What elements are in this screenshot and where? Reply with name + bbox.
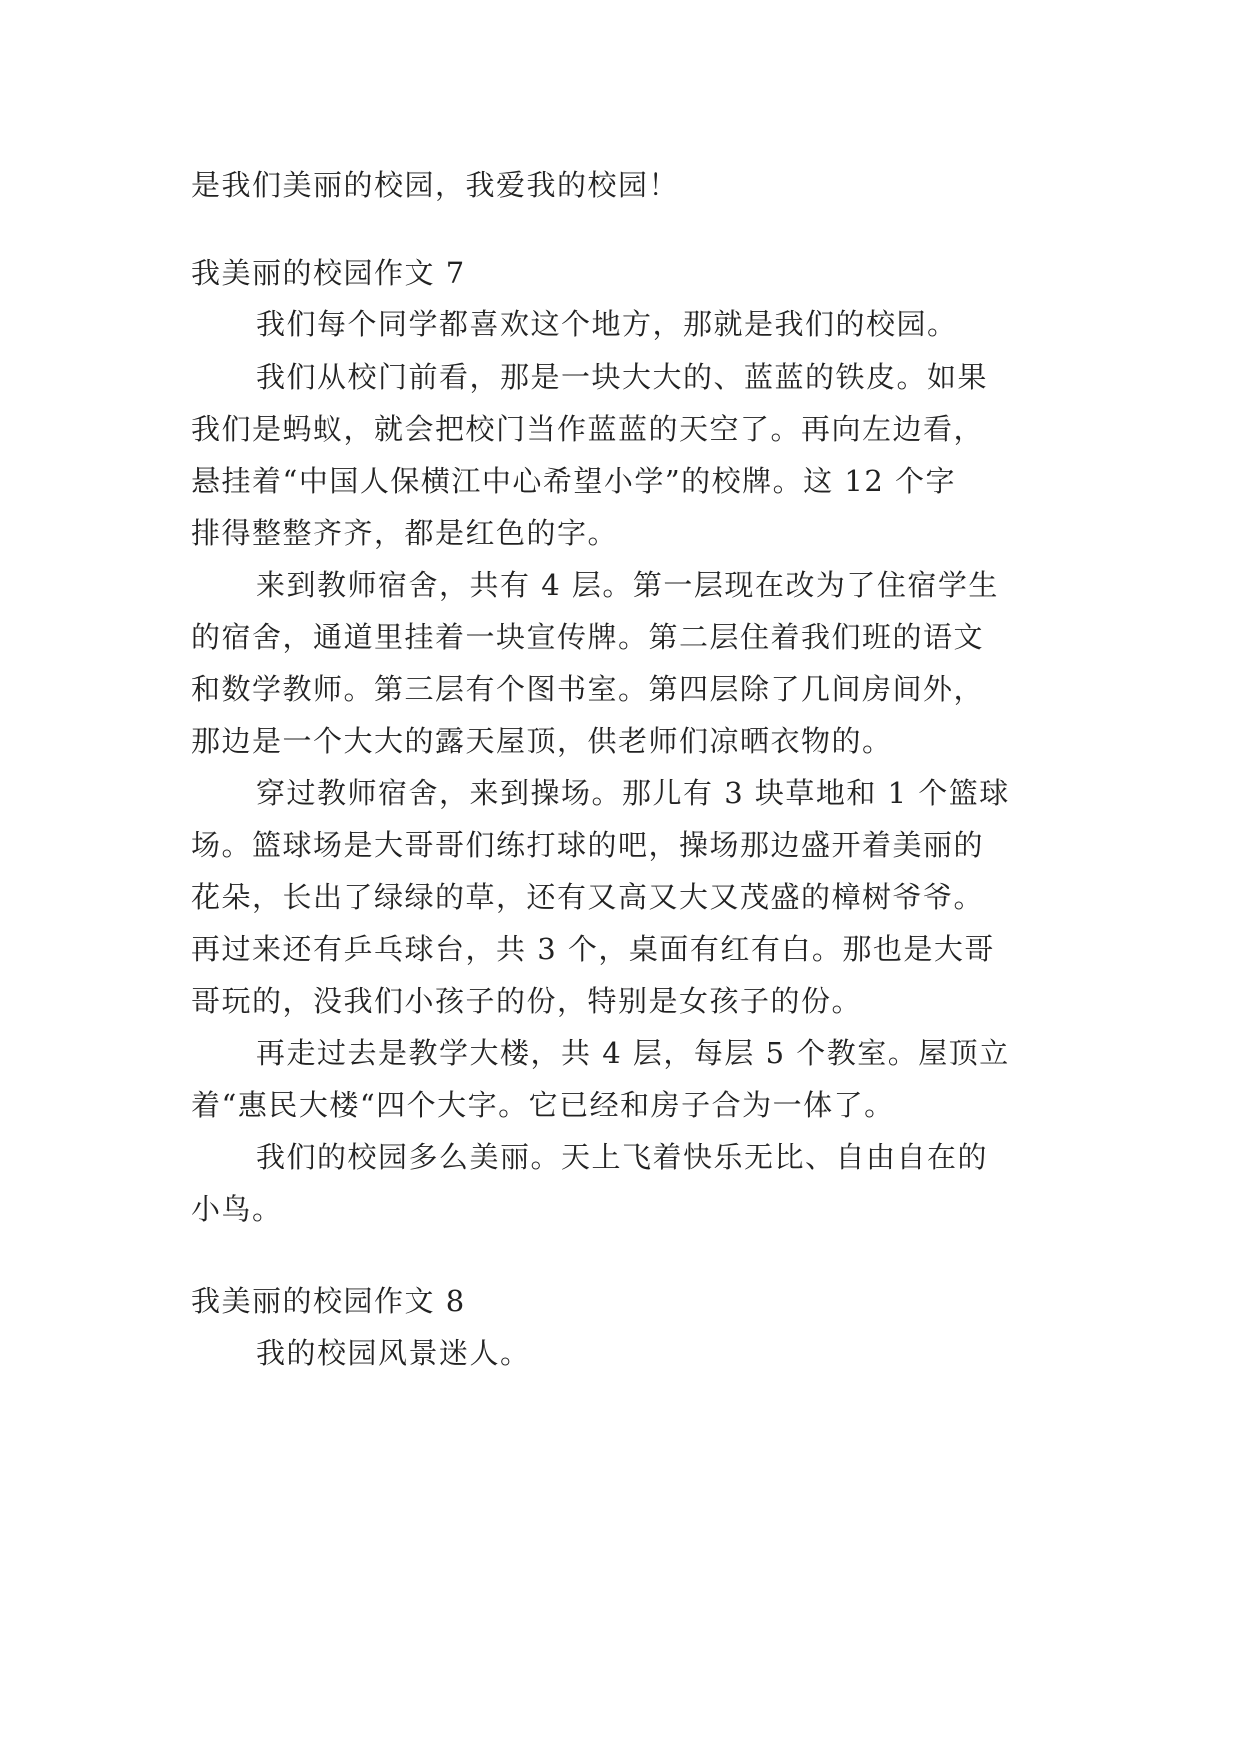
paragraph-line: 我们从校门前看，那是一块大大的、蓝蓝的铁皮。如果	[256, 360, 989, 394]
paragraph-line: 那边是一个大大的露天屋顶，供老师们凉晒衣物的。	[191, 724, 893, 758]
paragraph-line: 排得整整齐齐，都是红色的字。	[191, 516, 619, 550]
paragraph-line: 悬挂着“中国人保横江中心希望小学”的校牌。这 12 个字	[191, 464, 956, 498]
paragraph-line: 小鸟。	[191, 1192, 283, 1226]
section-heading: 我美丽的校园作文 8	[191, 1284, 466, 1318]
section-heading: 我美丽的校园作文 7	[191, 256, 466, 290]
continuation-text: 是我们美丽的校园，我爱我的校园！	[191, 168, 680, 202]
paragraph-line: 和数学教师。第三层有个图书室。第四层除了几间房间外，	[191, 672, 985, 706]
paragraph-line: 着“惠民大楼“四个大字。它已经和房子合为一体了。	[191, 1088, 895, 1122]
paragraph-line: 穿过教师宿舍，来到操场。那儿有 3 块草地和 1 个篮球	[256, 776, 1010, 810]
paragraph-line: 我们每个同学都喜欢这个地方，那就是我们的校园。	[256, 307, 958, 341]
paragraph-line: 再走过去是教学大楼，共 4 层，每层 5 个教室。屋顶立	[256, 1036, 1010, 1070]
paragraph-line: 再过来还有乒乓球台，共 3 个，桌面有红有白。那也是大哥	[191, 932, 995, 966]
paragraph-line: 的宿舍，通道里挂着一块宣传牌。第二层住着我们班的语文	[191, 620, 985, 654]
paragraph-line: 我们的校园多么美丽。天上飞着快乐无比、自由自在的	[256, 1140, 989, 1174]
paragraph-line: 来到教师宿舍，共有 4 层。第一层现在改为了住宿学生	[256, 568, 999, 602]
paragraph-line: 场。篮球场是大哥哥们练打球的吧，操场那边盛开着美丽的	[191, 828, 985, 862]
paragraph-line: 我的校园风景迷人。	[256, 1336, 531, 1370]
paragraph-line: 哥玩的，没我们小孩子的份，特别是女孩子的份。	[191, 984, 863, 1018]
paragraph-line: 我们是蚂蚁，就会把校门当作蓝蓝的天空了。再向左边看，	[191, 412, 985, 446]
paragraph-line: 花朵，长出了绿绿的草，还有又高又大又茂盛的樟树爷爷。	[191, 880, 985, 914]
